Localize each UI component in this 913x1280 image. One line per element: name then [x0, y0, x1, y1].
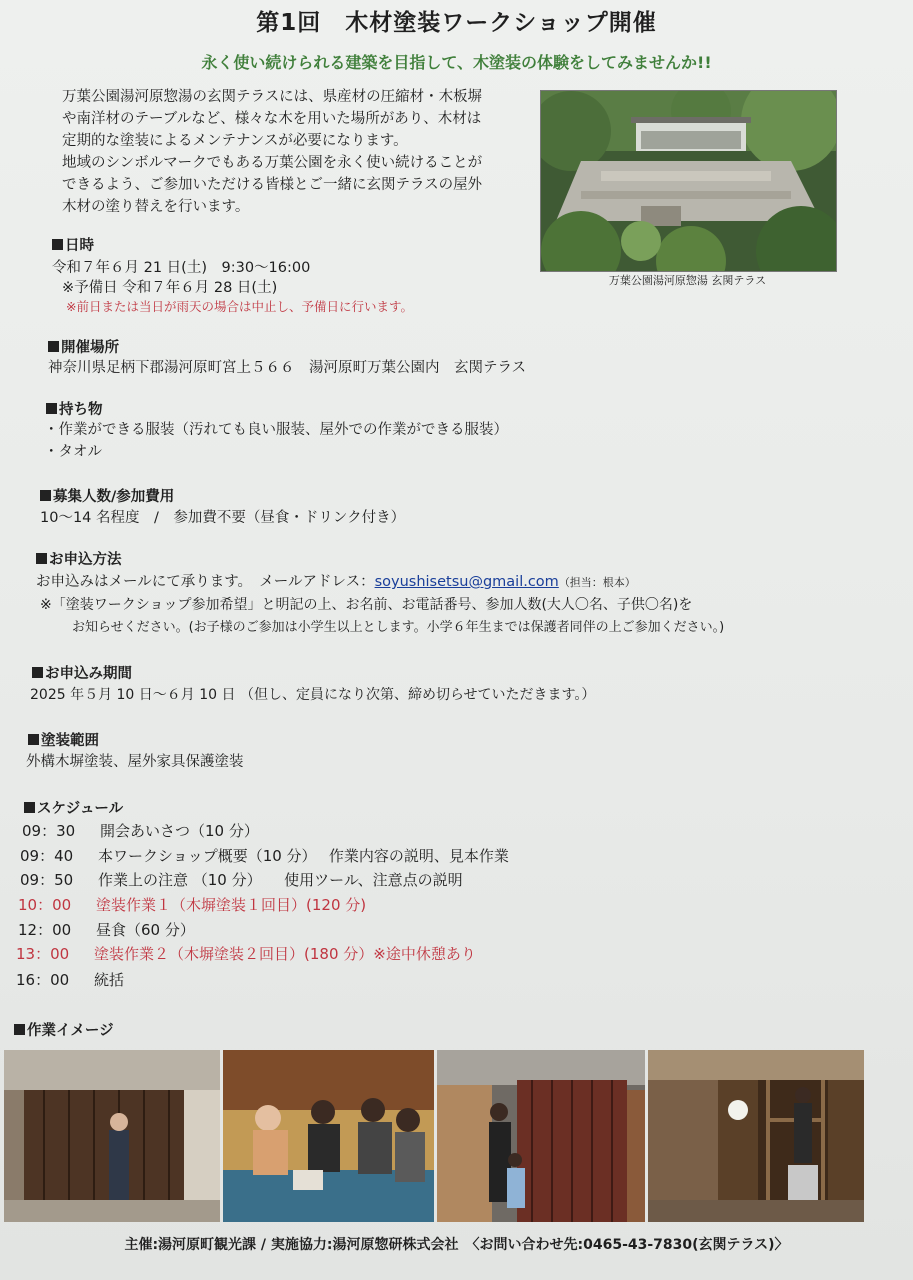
- intro-line: 木材の塗り替えを行います。: [62, 199, 250, 215]
- schedule-time: 09：30: [22, 822, 76, 840]
- workshop-photo-1-illustration: [4, 1050, 220, 1222]
- schedule-heading-label: スケジュール: [37, 801, 124, 817]
- apply-line-3: お知らせください。(お子様のご参加は小学生以上とします。小学６年生までは保護者同伴の上ご参加ください。): [72, 620, 725, 635]
- venue-heading-label: 開催場所: [61, 340, 119, 356]
- schedule-time: 09：40: [20, 847, 74, 865]
- schedule-row-highlight: [18, 894, 366, 915]
- workshop-photo-3-illustration: [437, 1050, 645, 1222]
- workshop-photo-3: [437, 1050, 645, 1222]
- schedule-row-highlight: [16, 943, 476, 964]
- scope-heading: [28, 729, 99, 750]
- datetime-heading: [52, 234, 94, 255]
- schedule-item: 統括: [94, 971, 125, 989]
- square-bullet-icon: [46, 403, 57, 414]
- square-bullet-icon: [28, 734, 39, 745]
- terrace-photo: [540, 90, 837, 272]
- intro-line: や南洋材のテーブルなど、様々な木を用いた場所があり、木材は: [62, 111, 482, 127]
- intro-line: 定期的な塗装によるメンテナンスが必要になります。: [62, 133, 408, 149]
- period-heading: [32, 662, 132, 683]
- schedule-time: 10：00: [18, 896, 72, 914]
- capacity-heading-label: 募集人数/参加費用: [53, 489, 175, 505]
- schedule-time: 16：00: [16, 971, 70, 989]
- schedule-row: [20, 869, 463, 890]
- belongings-heading-label: 持ち物: [59, 402, 103, 418]
- intro-line: 地域のシンボルマークでもある万葉公園を永く使い続けることが: [62, 155, 483, 171]
- images-heading: [14, 1019, 114, 1040]
- schedule-item: 塗装作業１（木塀塗装１回目）(120 分): [96, 896, 367, 914]
- schedule-row: [18, 919, 195, 940]
- square-bullet-icon: [48, 341, 59, 352]
- workshop-photo-1: [4, 1050, 220, 1222]
- workshop-photo-2-illustration: [223, 1050, 434, 1222]
- square-bullet-icon: [24, 802, 35, 813]
- workshop-image-strip: [4, 1050, 864, 1222]
- schedule-item: 塗装作業２（木塀塗装２回目）(180 分）※途中休憩あり: [94, 945, 476, 963]
- footer-organizer: 主催:湯河原町観光課 / 実施協力:湯河原惣研株式会社 〈お問い合わせ先:0465-43-7830(玄関テラス)〉: [124, 1237, 789, 1253]
- schedule-heading: [24, 797, 123, 818]
- schedule-item: 開会あいさつ（10 分）: [100, 822, 259, 840]
- contact-person: （担当：根本）: [558, 576, 636, 589]
- workshop-photo-4-illustration: [648, 1050, 864, 1222]
- capacity-text: 10〜14 名程度 / 参加費不要（昼食・ドリンク付き）: [40, 510, 406, 526]
- belongings-item: ・タオル: [44, 444, 102, 460]
- page-title: 第1回 木材塗装ワークショップ開催: [256, 10, 657, 36]
- period-heading-label: お申込み期間: [45, 666, 132, 682]
- square-bullet-icon: [14, 1024, 25, 1035]
- schedule-row: [16, 969, 124, 990]
- schedule-time: 09：50: [20, 871, 74, 889]
- workshop-photo-4: [648, 1050, 864, 1222]
- email-link[interactable]: soyushisetsu@gmail.com: [374, 574, 559, 590]
- apply-line-1: [36, 570, 636, 591]
- belongings-item: ・作業ができる服装（汚れても良い服装、屋外での作業ができる服装）: [44, 422, 508, 438]
- event-date: 令和７年６月 21 日(土) 9:30〜16:00: [52, 260, 311, 276]
- intro-paragraph: [62, 86, 532, 218]
- belongings-heading: [46, 398, 103, 419]
- images-heading-label: 作業イメージ: [27, 1023, 114, 1039]
- workshop-photo-2: [223, 1050, 434, 1222]
- schedule-time: 12：00: [18, 921, 72, 939]
- terrace-photo-illustration: [541, 91, 836, 271]
- rain-note: ※前日または当日が雨天の場合は中止し、予備日に行います。: [66, 299, 413, 314]
- subtitle: 永く使い続けられる建築を目指して、木塗装の体験をしてみませんか!!: [201, 53, 712, 72]
- scope-heading-label: 塗装範囲: [41, 733, 99, 749]
- square-bullet-icon: [36, 553, 47, 564]
- intro-line: できるよう、ご参加いただける皆様とご一緒に玄関テラスの屋外: [62, 177, 483, 193]
- venue-heading: [48, 336, 119, 357]
- capacity-heading: [40, 485, 174, 506]
- apply-heading: [36, 548, 122, 569]
- schedule-item: 作業上の注意 （10 分） 使用ツール、注意点の説明: [98, 871, 463, 889]
- intro-line: 万葉公園湯河原惣湯の玄関テラスには、県産材の圧縮材・木板塀: [62, 89, 483, 105]
- scope-text: 外構木塀塗装、屋外家具保護塗装: [26, 754, 244, 770]
- period-text: 2025 年５月 10 日〜６月 10 日 （但し、定員になり次第、締め切らせていただきます。）: [30, 687, 596, 703]
- square-bullet-icon: [32, 667, 43, 678]
- photo-caption: 万葉公園湯河原惣湯 玄関テラス: [608, 274, 767, 287]
- venue-address: 神奈川県足柄下郡湯河原町宮上５６６ 湯河原町万葉公園内 玄関テラス: [48, 360, 527, 376]
- schedule-item: 本ワークショップ概要（10 分） 作業内容の説明、見本作業: [98, 847, 509, 865]
- schedule-time: 13：00: [16, 945, 70, 963]
- schedule-row: [20, 845, 509, 866]
- schedule-item: 昼食（60 分）: [96, 921, 195, 939]
- reserve-date: ※予備日 令和７年６月 28 日(土): [62, 280, 278, 296]
- schedule-row: [22, 820, 259, 841]
- apply-line-1-text: お申込みはメールにて承ります。 メールアドレス：: [36, 574, 375, 590]
- square-bullet-icon: [40, 490, 51, 501]
- square-bullet-icon: [52, 239, 63, 250]
- apply-heading-label: お申込方法: [49, 552, 122, 568]
- datetime-heading-label: 日時: [65, 238, 94, 254]
- apply-line-2: ※「塗装ワークショップ参加希望」と明記の上、お名前、お電話番号、参加人数(大人〇名、子供〇名)を: [40, 597, 693, 613]
